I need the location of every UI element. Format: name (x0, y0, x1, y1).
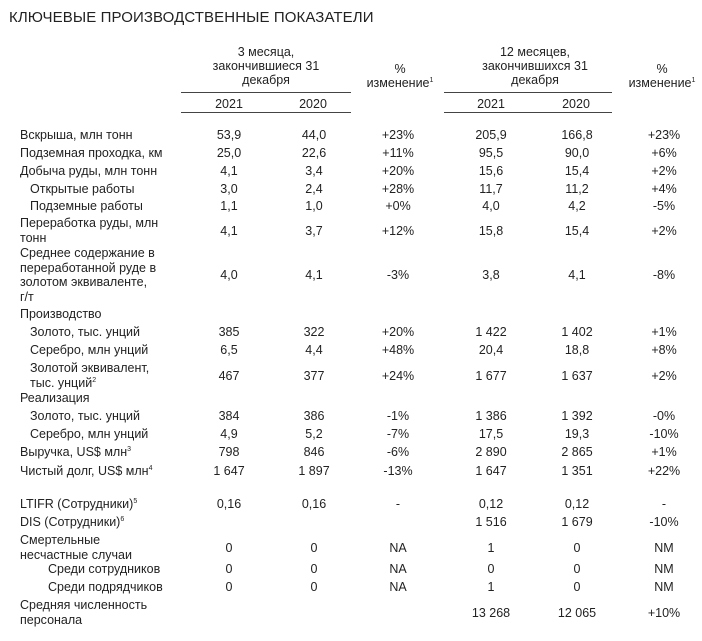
table-cell: +48% (381, 343, 415, 358)
year-header: 2020 (562, 97, 590, 111)
table-cell: 1 897 (298, 464, 330, 479)
header-pct-line: % (656, 62, 668, 76)
table-cell: 322 (303, 325, 325, 340)
table-cell: 3,4 (305, 164, 323, 179)
table-cell: +1% (651, 445, 677, 460)
table-cell: -8% (652, 268, 676, 282)
table-cell: 15,6 (478, 164, 504, 179)
table-cell: 2 865 (561, 445, 593, 460)
table-cell: +28% (381, 182, 415, 197)
row-label-line: Золото, тыс. унций (30, 325, 141, 339)
header-three-months-line: декабря (242, 73, 290, 87)
table-cell: 1 422 (475, 325, 507, 340)
table-cell: 0 (573, 562, 581, 577)
table-cell: NM (654, 562, 674, 577)
table-cell: 0 (573, 540, 581, 555)
table-cell: -5% (652, 199, 676, 214)
table-cell: +6% (651, 146, 677, 161)
table-cell: +1% (651, 325, 677, 340)
table-cell: 18,8 (564, 343, 590, 358)
row-label-line: тыс. унций$^2$ (30, 375, 97, 390)
table-cell: 4,0 (482, 199, 500, 214)
table-cell: NA (389, 540, 407, 555)
row-label (30, 361, 149, 390)
header-three-months-line: 3 месяца, (237, 45, 295, 59)
row-label (30, 427, 148, 442)
row-label-line: DIS (Сотрудники)$^6$ (20, 515, 125, 529)
table-cell: 1 679 (561, 515, 593, 530)
table-cell: -13% (383, 464, 413, 479)
footnote-mark: 1 (691, 77, 696, 84)
row-label-line: Открытые работы (30, 182, 135, 196)
table-cell: 4,1 (305, 268, 323, 282)
row-label-line: Чистый долг, US$ млн$^4$ (20, 464, 153, 478)
row-label-line: Подземные работы (30, 199, 143, 213)
row-label (20, 216, 158, 245)
row-label-line: Производство (20, 307, 102, 321)
table-cell: +22% (647, 464, 681, 479)
header-rule-twelve-months (444, 92, 612, 93)
table-cell: 1 677 (475, 368, 507, 383)
table-cell: 467 (218, 368, 240, 383)
table-cell: 0,12 (478, 497, 504, 512)
table-cell: NA (389, 580, 407, 595)
row-label-line: Переработка руды, млн (20, 216, 159, 230)
table-cell: 53,9 (216, 128, 242, 143)
table-cell: 22,6 (301, 146, 327, 161)
table-cell: 1,1 (220, 199, 238, 214)
row-label (20, 515, 124, 530)
table-cell: 13 268 (471, 605, 511, 620)
table-cell: 15,4 (564, 223, 590, 238)
row-label-line: Золото, тыс. унций (30, 409, 141, 423)
row-label (20, 128, 133, 143)
table-cell: 1 647 (475, 464, 507, 479)
header-pct-line: % (394, 62, 406, 76)
table-cell: +20% (381, 325, 415, 340)
row-label-line: Среднее содержание в (20, 246, 155, 260)
table-cell: 0 (573, 580, 581, 595)
table-cell: -3% (386, 268, 410, 282)
header-pct-text: изменение (628, 76, 692, 90)
table-cell: 0 (310, 580, 318, 595)
header-pct-text: изменение (366, 76, 430, 90)
table-cell: +23% (381, 128, 415, 143)
page-title: КЛЮЧЕВЫЕ ПРОИЗВОДСТВЕННЫЕ ПОКАЗАТЕЛИ (9, 9, 374, 26)
header-pct-line (355, 76, 445, 90)
table-cell: 0 (225, 562, 233, 577)
row-label-line: Смертельные (20, 533, 101, 547)
row-label (20, 164, 157, 179)
table-cell: 0,16 (216, 497, 242, 512)
footnote-mark: 3 (127, 446, 132, 453)
header-twelve-months-line: закончившихся 31 (482, 59, 588, 73)
row-label (20, 391, 90, 406)
table-cell: +24% (381, 368, 415, 383)
table-cell: +4% (651, 182, 677, 197)
table-cell: NA (389, 562, 407, 577)
table-cell: 3,0 (220, 182, 238, 197)
table-cell: 377 (303, 368, 325, 383)
table-cell: NM (654, 540, 674, 555)
table-cell: 1 386 (475, 409, 507, 424)
row-label (30, 325, 140, 340)
table-cell: 385 (218, 325, 240, 340)
header-rule-years-three-months (181, 112, 351, 113)
table-cell: 0,12 (564, 497, 590, 512)
table-cell: +11% (382, 146, 414, 161)
table-cell: 3,8 (482, 268, 500, 282)
table-cell: -1% (386, 409, 410, 424)
table-cell: +23% (647, 128, 681, 143)
table-cell: 1 647 (213, 464, 245, 479)
table-cell: 1 392 (561, 409, 593, 424)
header-three-months-line: закончившиеся 31 (212, 59, 320, 73)
header-pct-change-y (617, 62, 702, 90)
row-label-line: Вскрыша, млн тонн (20, 128, 133, 142)
row-label-line: LTIFR (Сотрудники)$^5$ (20, 497, 138, 511)
table-cell: 1 (487, 580, 495, 595)
table-cell: 4,4 (305, 343, 323, 358)
row-label-line: Реализация (20, 391, 90, 405)
table-cell: 1 516 (475, 515, 507, 530)
table-cell: -10% (649, 515, 679, 530)
row-label-line: Добыча руды, млн тонн (20, 164, 158, 178)
table-cell: - (661, 497, 667, 512)
header-twelve-months-line: декабря (511, 73, 559, 87)
row-label-line: Средняя численность (20, 598, 148, 612)
row-label-line: Среди сотрудников (48, 562, 161, 576)
table-cell: 0,16 (301, 497, 327, 512)
table-cell: 386 (303, 409, 325, 424)
row-label (30, 409, 140, 424)
table-cell: 1,0 (305, 199, 323, 214)
table-cell: 1 402 (561, 325, 593, 340)
row-label-line: Выручка, US$ млн$^3$ (20, 445, 132, 459)
table-cell: 384 (218, 409, 240, 424)
table-cell: 846 (303, 445, 325, 460)
row-label (30, 182, 134, 197)
header-pct-change-q (355, 62, 445, 90)
year-header: 2021 (477, 97, 505, 111)
table-cell: +20% (381, 164, 415, 179)
row-label (48, 580, 163, 595)
row-label (30, 343, 148, 358)
table-cell: 2,4 (305, 182, 323, 197)
row-label-line: Серебро, млн унций (30, 427, 149, 441)
row-label-line: несчастные случаи (20, 547, 132, 562)
table-cell: +0% (385, 199, 411, 214)
row-label (30, 199, 143, 214)
row-label-line: Серебро, млн унций (30, 343, 149, 357)
row-label (20, 598, 147, 627)
table-cell: 90,0 (564, 146, 590, 161)
table-cell: -10% (649, 427, 679, 442)
table-cell: 205,9 (475, 128, 507, 143)
footnote-mark: 2 (92, 376, 97, 384)
table-cell: -7% (386, 427, 410, 442)
table-cell: 1 351 (561, 464, 593, 479)
table-cell: +12% (381, 223, 415, 238)
table-cell: +2% (651, 164, 677, 179)
table-cell: 3,7 (305, 223, 323, 238)
header-three-months (201, 45, 331, 87)
table-cell: 166,8 (561, 128, 593, 143)
table-cell: -6% (386, 445, 410, 460)
table-cell: 11,2 (565, 182, 589, 197)
table-cell: - (395, 497, 401, 512)
header-pct-line (617, 76, 702, 90)
footnote-mark: 1 (429, 77, 434, 84)
header-rule-years-twelve-months (444, 112, 612, 113)
table-cell: 0 (310, 562, 318, 577)
table-cell: 15,8 (478, 223, 504, 238)
row-label-line: золотом эквиваленте, (20, 275, 148, 289)
row-label (20, 246, 156, 304)
table-cell: 0 (225, 580, 233, 595)
header-twelve-months-line: 12 месяцев, (499, 45, 571, 59)
table-cell: 17,5 (478, 427, 504, 442)
header-twelve-months (460, 45, 610, 87)
row-label-line: персонала (20, 612, 83, 627)
footnote-mark: 5 (133, 498, 138, 505)
table-cell: +10% (647, 605, 681, 620)
table-cell: 5,2 (305, 427, 323, 442)
table-cell: 95,5 (478, 146, 504, 161)
row-label (20, 445, 131, 460)
footnote-mark: 6 (120, 516, 125, 523)
table-cell: +8% (651, 343, 677, 358)
table-cell: -0% (652, 409, 676, 424)
year-header: 2020 (299, 97, 327, 111)
table-cell: 4,2 (568, 199, 586, 214)
year-header: 2021 (215, 97, 243, 111)
table-cell: 798 (218, 445, 240, 460)
row-label (20, 307, 102, 322)
row-label-line: Среди подрядчиков (48, 580, 163, 594)
header-rule-three-months (181, 92, 351, 93)
table-cell: 2 890 (475, 445, 507, 460)
table-cell: 4,9 (220, 427, 238, 442)
row-label (20, 464, 152, 479)
table-cell: 15,4 (564, 164, 590, 179)
table-cell: 1 (487, 540, 495, 555)
table-cell: 25,0 (216, 146, 242, 161)
table-cell: 11,7 (479, 182, 503, 197)
table-cell: +2% (651, 368, 677, 383)
table-cell: 6,5 (220, 343, 238, 358)
table-cell: 1 637 (561, 368, 593, 383)
table-cell: 12 065 (557, 605, 597, 620)
table-cell: 4,1 (220, 164, 238, 179)
table-cell: 0 (487, 562, 495, 577)
table-cell: 0 (310, 540, 318, 555)
row-label (20, 533, 132, 562)
table-cell: 19,3 (564, 427, 590, 442)
row-label-line: г/т (20, 289, 34, 304)
row-label (48, 562, 160, 577)
table-cell: 4,0 (220, 268, 238, 282)
table-cell: NM (654, 580, 674, 595)
row-label (20, 146, 163, 161)
row-label (20, 497, 137, 512)
table-cell: 0 (225, 540, 233, 555)
row-label-line: Золотой эквивалент, (30, 361, 150, 375)
table-cell: 44,0 (301, 128, 327, 143)
row-label-line: тонн (20, 230, 47, 245)
table-cell: 4,1 (220, 223, 238, 238)
row-label-line: переработанной руде в (20, 260, 157, 275)
footnote-mark: 4 (148, 465, 153, 472)
table-cell: 20,4 (478, 343, 504, 358)
table-cell: +2% (651, 223, 677, 238)
row-label-line: Подземная проходка, км (20, 146, 163, 160)
table-cell: 4,1 (568, 268, 586, 282)
